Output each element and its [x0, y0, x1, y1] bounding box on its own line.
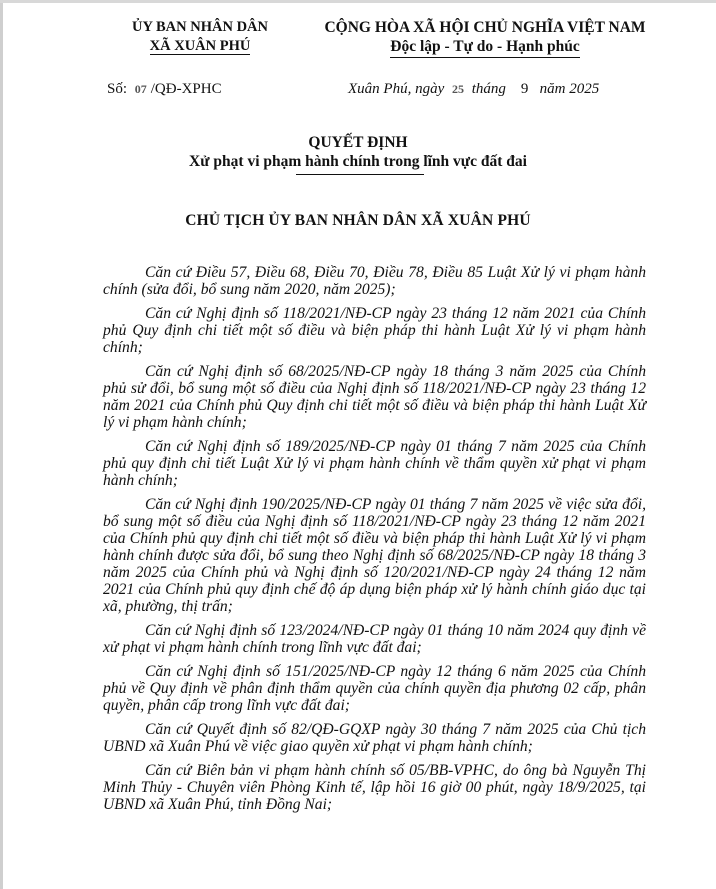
national-heading: [310, 18, 660, 58]
page-edge-top: [0, 0, 716, 3]
date-month: 9: [520, 81, 529, 97]
legal-basis-paragraph: Căn cứ Nghị định số 151/2025/NĐ-CP ngày 12 tháng 6 năm 2025 của Chính phủ về Quy định về phân định thẩm quyền của chính quyền địa phương 02 cấp, phân quyền, phân cấp trong lĩnh vực đất đai;: [103, 663, 646, 714]
date-day: 25: [451, 82, 464, 96]
date-year: năm 2025: [539, 81, 600, 97]
document-date: [348, 81, 599, 98]
legal-basis-paragraph: Căn cứ Nghị định số 68/2025/NĐ-CP ngày 18 tháng 3 năm 2025 của Chính phủ sử đổi, bổ sung một số điều của Nghị định số 118/2021/NĐ-CP ngày 23 tháng 12 năm 2021 của Chính phủ Quy định chi tiết một số điều và biện pháp thi hành Luật Xử lý vi phạm hành chính;: [103, 363, 646, 431]
legal-basis: [103, 264, 646, 820]
number-value: 07: [134, 82, 147, 96]
motto-wrap: [310, 37, 660, 58]
document-title: QUYẾT ĐỊNH: [308, 134, 408, 151]
number-label: Số:: [107, 81, 128, 97]
issuing-authority: CHỦ TỊCH ỦY BAN NHÂN DÂN XÃ XUÂN PHÚ: [185, 212, 531, 229]
legal-basis-paragraph: Căn cứ Nghị định số 189/2025/NĐ-CP ngày 01 tháng 7 năm 2025 của Chính phủ quy định chi tiết Luật Xử lý vi phạm hành chính về thẩm quyền xử phạt vi phạm hành chính;: [103, 438, 646, 489]
agency-line-2: [110, 37, 290, 56]
title-divider: [296, 174, 424, 175]
agency-line-1: ỦY BAN NHÂN DÂN: [131, 19, 268, 35]
legal-basis-paragraph: Căn cứ Nghị định 190/2025/NĐ-CP ngày 01 tháng 7 năm 2025 về việc sửa đổi, bổ sung một số điều của Nghị định số 118/2021/NĐ-CP ngày 23 tháng 12 năm 2021 của Chính phủ quy định chi tiết một số điều và biện pháp thi hành Luật Xử lý vi phạm hành chính được sửa đổi, bổ sung theo Nghị định số 68/2025/NĐ-CP ngày 18 tháng 3 năm 2025 của Chính phủ và Nghị định số 120/2021/NĐ-CP ngày 24 tháng 12 năm 2021 của Chính phủ quy định chế độ áp dụng biện pháp xử lý hành chính giáo dục tại xã, phường, thị trấn;: [103, 496, 646, 615]
legal-basis-paragraph: Căn cứ Nghị định số 118/2021/NĐ-CP ngày 23 tháng 12 năm 2021 của Chính phủ Quy định chi tiết một số điều và biện pháp thi hành Luật Xử lý vi phạm hành chính;: [103, 305, 646, 356]
national-motto: Độc lập - Tự do - Hạnh phúc: [390, 37, 579, 58]
date-month-label: tháng: [471, 81, 506, 97]
legal-basis-paragraph: Căn cứ Điều 57, Điều 68, Điều 70, Điều 78, Điều 85 Luật Xử lý vi phạm hành chính (sửa đổi, bổ sung năm 2020, năm 2025);: [103, 264, 646, 298]
number-suffix: /QĐ-XPHC: [150, 81, 222, 97]
legal-basis-paragraph: Căn cứ Quyết định số 82/QĐ-GQXP ngày 30 tháng 7 năm 2025 của Chủ tịch UBND xã Xuân Phú về việc giao quyền xử phạt vi phạm hành chính;: [103, 721, 646, 755]
issuing-agency: [110, 18, 290, 56]
document-number: [107, 81, 222, 98]
document-subtitle: Xử phạt vi phạm hành chính trong lĩnh vực đất đai: [189, 153, 527, 170]
agency-name: XÃ XUÂN PHÚ: [149, 38, 251, 54]
country-name: CỘNG HÒA XÃ HỘI CHỦ NGHĨA VIỆT NAM: [324, 19, 646, 36]
legal-basis-paragraph: Căn cứ Biên bản vi phạm hành chính số 05/BB-VPHC, do ông bà Nguyễn Thị Minh Thủy - Chuyên viên Phòng Kinh tế, lập hồi 16 giờ 00 phút, ngày 18/9/2025, tại UBND xã Xuân Phú, tỉnh Đồng Nai;: [103, 762, 646, 813]
legal-basis-paragraph: Căn cứ Nghị định số 123/2024/NĐ-CP ngày 01 tháng 10 năm 2024 quy định về xử phạt vi phạm hành chính trong lĩnh vực đất đai;: [103, 622, 646, 656]
date-place: Xuân Phú, ngày: [348, 81, 445, 97]
